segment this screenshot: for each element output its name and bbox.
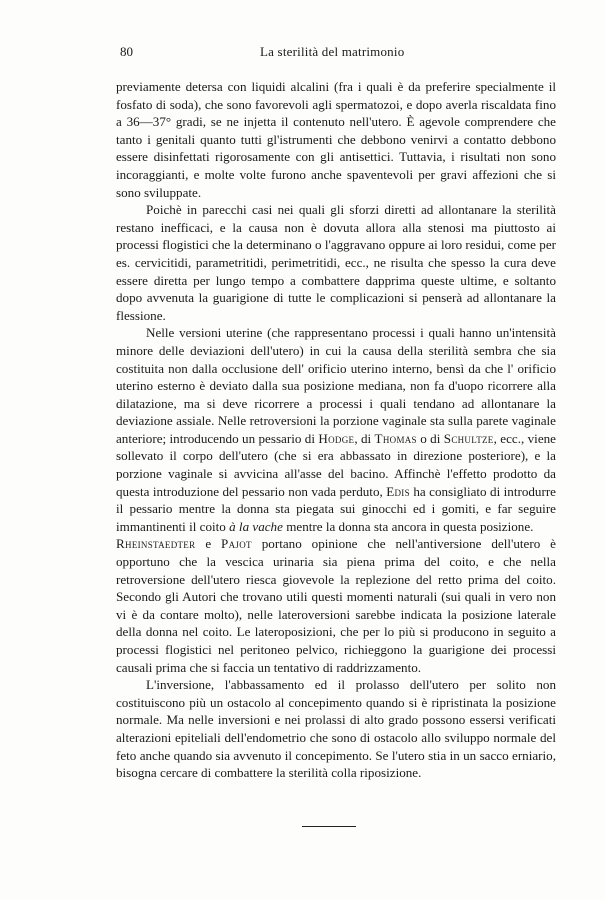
section-end-rule [302, 826, 356, 827]
text-run: ha consigliato di introdurre il pessario mentre la donna sta piegata sui ginocchi ed i gomiti, e far seguire immantinenti il coito [116, 483, 556, 534]
text-run: , di [354, 430, 375, 446]
text-run: Poichè in parecchi casi nei quali gli sforzi diretti ad allontanare la sterilità restano inefficaci, e la causa non è dovuta allora alla stenosi ma piuttosto ai processi flogistici che la determinano o l'aggravano oppure ai loro residui, come per es. cervicitidi, parametritidi, perimetritidi, ecc., ne risulta che spesso la cura deve essere diretta per lungo tempo a combattere dapprima queste ultime, e soltanto dopo avvenuta la guarigione di tutte le complicazioni si penserà ad allontanare la flessione. [116, 202, 556, 323]
text-run: o di [416, 430, 444, 446]
paragraph [116, 676, 556, 782]
text-run: portano opinione che nell'antiversione dell'utero è opportuno che la vescica urinaria sia piena prima del coito, e che nella retroversione dell'utero riesca giovevole la replezione del retto prima del coito. Secondo gli Autori che trovano utili questi momenti naturali (sui quali in vero non vi è da contare molto), nelle lateroversioni sarebbe indicata la posizione laterale della donna nel coito. Le lateroposizioni, che per lo più si producono in seguito a processi flogistici nel peritoneo pelvico, richieggono la guarigione dei processi causali prima che si faccia un tentativo di raddrizzamento. [116, 536, 556, 675]
paragraph [116, 201, 556, 324]
text-run: L'inversione, l'abbassamento ed il prolasso dell'utero per solito non costituiscono più un ostacolo al concepimento quando si è ripristinata la posizione normale. Ma nelle inversioni e nei prolassi di alto grado possono essersi verificati alterazioni epiteliali dell'endometrio che sono di ostacolo allo sviluppo normale del feto anche quando sia avvenuto il concepimento. Se l'utero stia in un sacco erniario, bisogna cercare di combattere la sterilità colla riposizione. [116, 677, 556, 781]
small-caps-name: Pajot [221, 536, 252, 552]
small-caps-name: Rheinstaedter [116, 536, 196, 552]
paragraph [116, 324, 556, 535]
paragraph [116, 535, 556, 676]
text-run: e [195, 536, 222, 552]
small-caps-name: Edis [386, 483, 410, 499]
page-number: 80 [120, 44, 133, 59]
page-header [120, 44, 548, 60]
italic-text: à la vache [229, 518, 283, 534]
body-text [116, 78, 556, 782]
text-run: previamente detersa con liquidi alcalini (fra i quali è da preferire specialmente il fosfato di soda), che sono favorevoli agli spermatozoi, e dopo averla riscaldata fino a 36—37° gradi, se ne injetta il contenuto nell'utero. È agevole comprendere che tanto i genitali quanto tutti gl'istrumenti che debbono venirvi a contatto debbono essere disinfettati rigorosamente con gli antisettici. Tuttavia, i risultati non sono incoraggianti, e molte volte furono anche spaventevoli per gravi affezioni che si sono sviluppate. [116, 79, 556, 200]
text-run: , ecc., viene sollevato il corpo dell'utero (che si era abbassato in direzione posteriore), e la porzione vaginale si avvicina all'asse del bacino. Affinchè l'effetto prodotto da questa introduzione del pessario non vada perduto, [116, 430, 556, 499]
running-title: La sterilità del matrimonio [260, 44, 405, 59]
small-caps-name: Schultze [443, 430, 494, 446]
text-run: Nelle versioni uterine (che rappresentano processi i quali hanno un'intensità minore delle deviazioni dell'utero) in cui la causa della sterilità sembra che sia costituita non dalla occlusione dell' orificio uterino interno, bensì da che l' orificio uterino esterno è deviato dalla sua posizione mediana, non fa d'uopo ricorrere alla dilatazione, ma si deve ricorrere a processi i quali tendano ad allontanare la deviazione assiale. Nelle retroversioni la porzione vaginale sta sulla parete vaginale anteriore; introducendo un pessario di [116, 325, 556, 446]
paragraph [116, 78, 556, 201]
text-run: mentre la donna sta ancora in questa posizione. [282, 518, 534, 534]
small-caps-name: Thomas [374, 430, 417, 446]
small-caps-name: Hodge [318, 430, 355, 446]
